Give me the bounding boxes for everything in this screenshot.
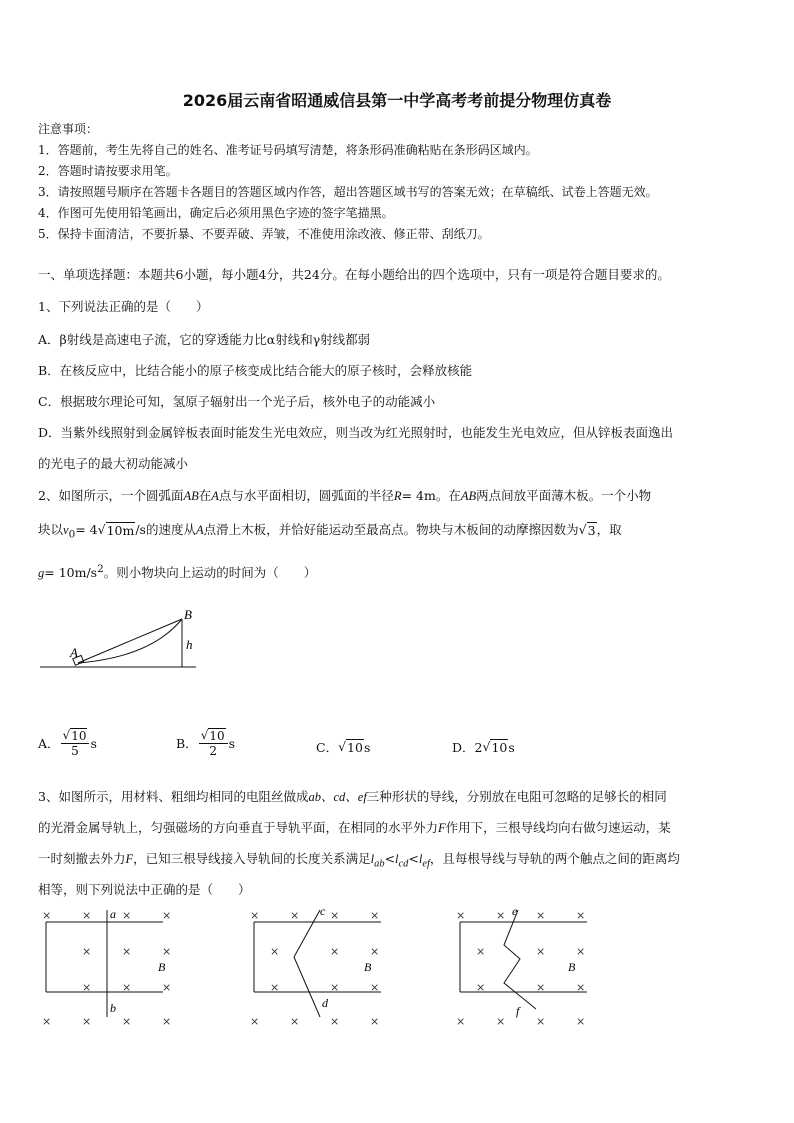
field-label-2: B [364,960,372,974]
svg-text:×: × [162,1015,172,1028]
label-f: f [516,1004,520,1018]
svg-text:×: × [250,1015,260,1028]
svg-text:×: × [536,981,546,994]
label-c: c [320,905,326,918]
field-label-3: B [568,960,576,974]
section-heading: 一、单项选择题：本题共6小题，每小题4分，共24分。在每小题给出的四个选项中，只有一项是符合题目要求的。 [38,267,670,282]
svg-text:×: × [122,1015,132,1028]
svg-text:×: × [42,909,52,922]
svg-text:×: × [330,1015,340,1028]
q2-stem-line2: 块以$v_0= 4$ √ 10m /s的速度从A点滑上木板，并恰好能运动至最高点。物块与木板间的动摩擦因数为 √ 3 ，取 [38,522,622,541]
q2-option-d: D． 2 √ 10 s [452,739,515,755]
label-b: b [110,1001,116,1015]
field-crosses [456,909,585,1028]
svg-text:×: × [122,945,132,958]
label-d: d [322,996,328,1010]
q1-stem: 1、下列说法正确的是（ ） [38,299,209,314]
page-title: 2026届云南省昭通威信县第一中学高考考前提分物理仿真卷 [182,91,612,110]
q2-stem-line3: $g= 10m/s^2$。则小物块向上运动的时间为（ ） [38,563,317,581]
notice-item-3: 3．请按照题号顺序在答题卡各题目的答题区域内作答，超出答题区域书写的答案无效；在草稿纸、试卷上答题无效。 [38,185,658,199]
svg-text:×: × [370,945,380,958]
q2-option-c: C． √ 10 s [316,739,371,755]
notice-item-4: 4．作图可先使用铅笔画出，确定后必须用黑色字迹的签字笔描黑。 [38,206,394,220]
svg-text:×: × [82,981,92,994]
label-a: a [110,907,116,921]
q3-stem-line4: 相等，则下列说法中正确的是（ ） [38,882,251,897]
svg-text:×: × [370,909,380,922]
q1-option-d-line2: 的光电子的最大初动能减小 [38,456,189,471]
label-e: e [512,905,518,918]
svg-text:×: × [290,909,300,922]
svg-text:×: × [536,909,546,922]
q3-figure-ef [452,905,602,1030]
svg-text:×: × [330,945,340,958]
svg-text:×: × [122,981,132,994]
svg-text:×: × [330,909,340,922]
point-b-label: B [184,607,192,622]
q1-option-d-line1: D．当紫外线照射到金属锌板表面时能发生光电效应，则当改为红光照射时，也能发生光电效应，但从锌板表面逸出 [38,425,674,440]
q3-stem-line1: 3、如图所示，用材料、粗细均相同的电阻丝做成ab、cd、ef三种形状的导线，分别放在电阻可忽略的足够长的相同 [38,789,667,804]
point-a-label: A [70,645,78,660]
svg-text:×: × [456,1015,466,1028]
svg-text:×: × [576,945,586,958]
field-crosses [250,909,379,1028]
notice-item-5: 5．保持卡面清洁，不要折暴、不要弄破、弄皱，不准使用涂改液、修正带、刮纸刀。 [38,227,490,241]
svg-text:×: × [330,981,340,994]
svg-text:×: × [290,1015,300,1028]
svg-text:×: × [576,1015,586,1028]
q2-incline-figure [36,605,206,675]
svg-text:×: × [82,945,92,958]
board-line [78,619,182,663]
svg-text:×: × [476,981,486,994]
q3-figure-cd [246,905,396,1030]
svg-text:×: × [82,1015,92,1028]
svg-text:×: × [122,909,132,922]
notice-heading: 注意事项： [38,122,99,136]
svg-text:×: × [162,945,172,958]
q3-stem-line2: 的光滑金属导轨上，匀强磁场的方向垂直于导轨平面，在相同的水平外力F作用下，三根导线均向右做匀速运动，某 [38,820,671,835]
svg-text:×: × [270,945,280,958]
svg-text:×: × [576,981,586,994]
notice-item-1: 1．答题前，考生先将自己的姓名、准考证号码填写清楚，将条形码准确粘贴在条形码区域内。 [38,143,538,157]
svg-text:×: × [162,981,172,994]
svg-text:×: × [42,1015,52,1028]
q1-option-c: C．根据玻尔理论可知，氢原子辐射出一个光子后，核外电子的动能减小 [38,394,436,409]
q3-stem-line3: 一时刻撤去外力F，已知三根导线接入导轨间的长度关系满足$l_{ab}<l_{cd}<l_{ef}$，且每根导线与导轨的两个触点之间的距离均 [38,851,680,870]
svg-text:×: × [370,1015,380,1028]
field-label-1: B [158,960,166,974]
rod-ef [504,910,536,1009]
q3-figure-ab [38,905,188,1030]
svg-text:×: × [250,909,260,922]
svg-text:×: × [576,909,586,922]
notice-item-2: 2．答题时请按要求用笔。 [38,164,178,178]
q2-option-a: A． √ 10 5 s [38,728,97,758]
svg-text:×: × [496,909,506,922]
q2-stem-line1: 2、如图所示，一个圆弧面AB在A点与水平面相切，圆弧面的半径R= 4m。在AB两点间放平面薄木板。一个小物 [38,488,652,503]
q1-option-a: A．β射线是高速电子流，它的穿透能力比α射线和γ射线都弱 [38,332,371,347]
svg-text:×: × [536,945,546,958]
svg-text:×: × [456,909,466,922]
rod-cd [294,910,320,1017]
svg-text:×: × [82,909,92,922]
q2-option-b: B． √ 10 2 s [176,728,236,758]
svg-text:×: × [270,981,280,994]
svg-text:×: × [496,1015,506,1028]
height-label: h [186,637,193,652]
svg-text:×: × [162,909,172,922]
svg-text:×: × [536,1015,546,1028]
svg-text:×: × [370,981,380,994]
svg-text:×: × [476,945,486,958]
q1-option-b: B．在核反应中，比结合能小的原子核变成比结合能大的原子核时，会释放核能 [38,363,473,378]
